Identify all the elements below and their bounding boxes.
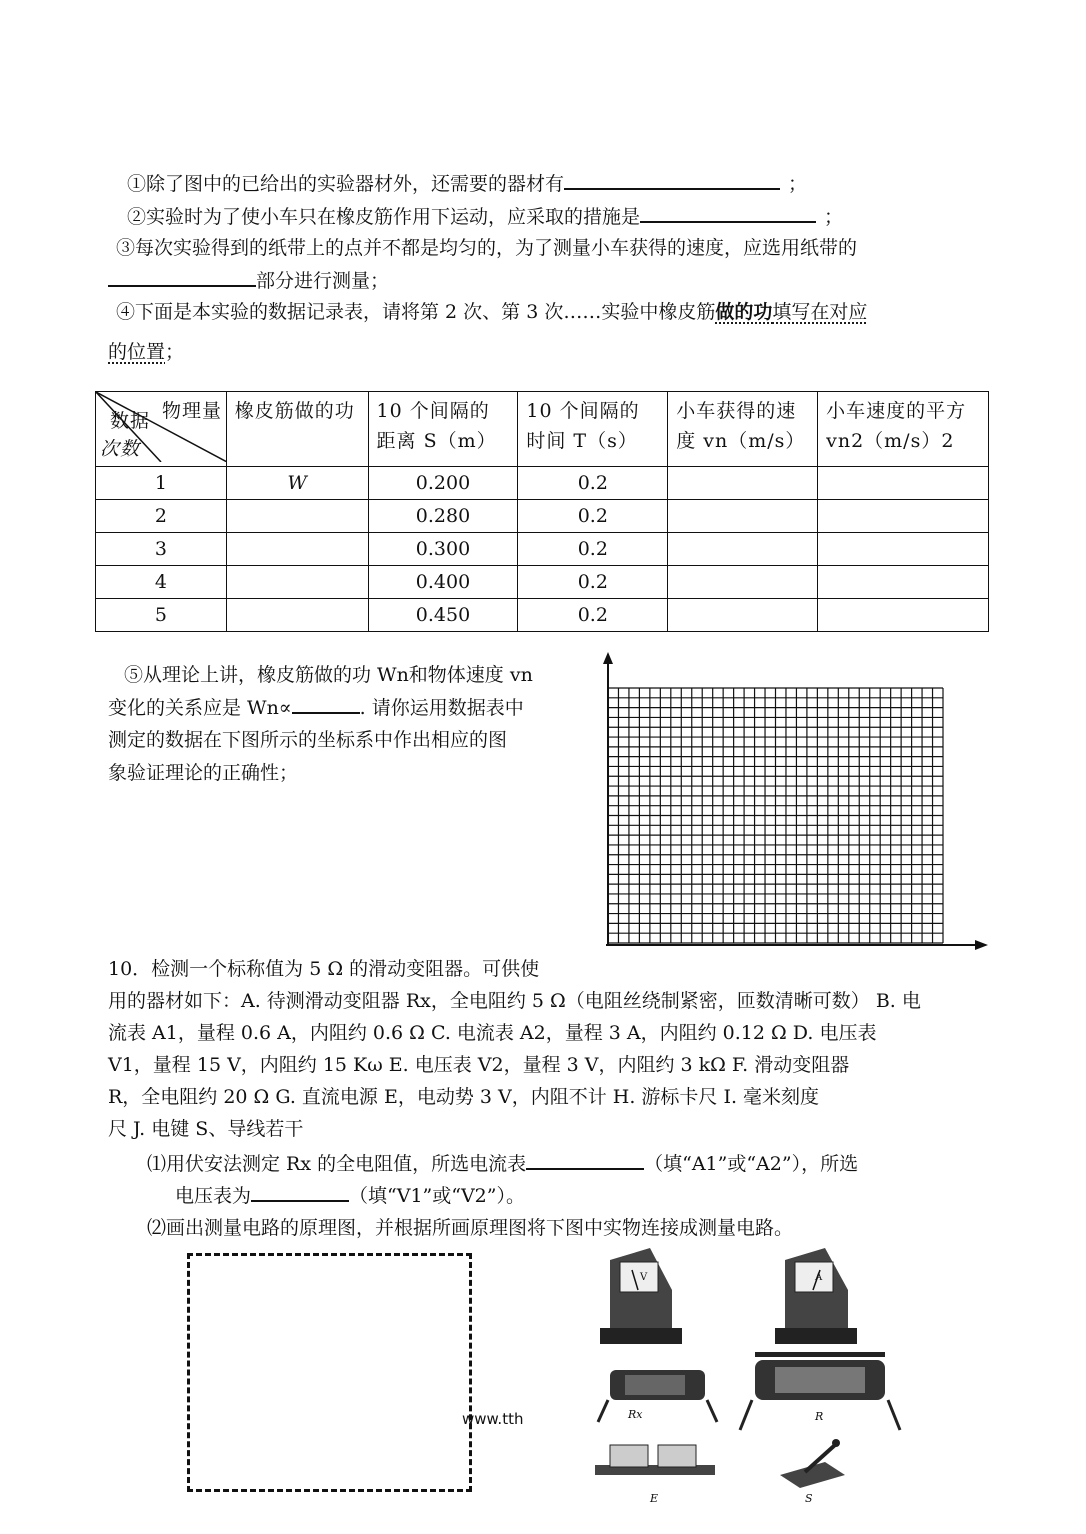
q4-text-b: 填写在对应 [772,301,868,323]
p10-sub1-cont [175,1182,525,1209]
cell-work[interactable] [226,500,368,533]
table-header-row [96,392,989,467]
rheostat-rx-icon[interactable] [598,1370,717,1422]
header-work: 橡皮筋做的功 [226,392,368,467]
voltmeter-icon[interactable] [600,1248,682,1344]
cell-trial: 1 [96,467,227,500]
table-row [96,467,989,500]
q3-text: ③每次实验得到的纸带上的点并不都是均匀的，为了测量小车获得的速度，应选用纸带的 [116,237,858,259]
q5-line2 [108,694,524,721]
ammeter-answer-blank[interactable] [526,1150,644,1170]
cell-trial: 2 [96,500,227,533]
sub1-text-a: ⑴用伏安法测定 Rx 的全电阻值，所选电流表 [147,1153,527,1175]
cell-work[interactable] [226,533,368,566]
cell-velocity[interactable] [668,467,818,500]
q4-bold: 做的功 [715,301,773,323]
sub1-text-b: （填“A1”或“A2”），所选 [644,1153,859,1175]
diagonal-header-cell [96,392,227,467]
q4-text-a: ④下面是本实验的数据记录表，请将第 2 次、第 3 次……实验中橡皮筋 [116,301,716,323]
cell-time: 0.2 [518,566,668,599]
q3-cont: 部分进行测量； [256,270,390,292]
cell-trial: 4 [96,566,227,599]
svg-text:V: V [640,1272,648,1283]
q2-text: ②实验时为了使小车只在橡皮筋作用下运动，应采取的措施是 [127,206,641,228]
label-e: E [650,1492,659,1505]
cell-distance: 0.300 [368,533,518,566]
table-row [96,500,989,533]
q4-line [116,299,867,325]
q1-answer-blank[interactable] [564,170,780,190]
voltmeter-answer-blank[interactable] [251,1182,349,1202]
cell-trial: 5 [96,599,227,632]
cell-distance: 0.400 [368,566,518,599]
q3-line [116,235,857,261]
cell-velocity[interactable] [668,500,818,533]
table-row [96,566,989,599]
p10-line5: R，全电阻约 20 Ω G. 直流电源 E，电动势 3 V，内阻不计 H. 游标卡尺 I. 毫米刻度 [108,1086,820,1108]
q2-answer-blank[interactable] [640,203,816,223]
label-rx: Rx [628,1408,643,1421]
q4-line2 [108,339,184,365]
q5-line3: 测定的数据在下图所示的坐标系中作出相应的图 [108,729,508,751]
cell-trial: 3 [96,533,227,566]
cell-work: W [226,467,368,500]
cell-work[interactable] [226,599,368,632]
table-row [96,533,989,566]
cell-velocity[interactable] [668,566,818,599]
q4-text-c: 的位置 [108,341,166,363]
coordinate-grid[interactable] [590,650,990,950]
cell-time: 0.2 [518,599,668,632]
sub1-text-d: （填“V1”或“V2”）。 [349,1185,525,1207]
cell-velocity-squared[interactable] [818,500,989,533]
cell-distance: 0.280 [368,500,518,533]
cell-velocity[interactable] [668,533,818,566]
data-table [95,391,989,632]
rheostat-r-icon[interactable] [740,1352,900,1430]
watermark: www.tth [462,1410,524,1428]
q3-answer-blank[interactable] [108,267,256,287]
cell-distance: 0.450 [368,599,518,632]
label-s: S [805,1492,813,1505]
grid-svg [590,650,990,950]
header-time: 10 个间隔的时间 T（s） [518,392,668,467]
q5-text-a: 变化的关系应是 Wn∝ [108,697,292,719]
diag-label-data: 数据 [110,410,151,432]
p10-line6: 尺 J. 电键 S、导线若干 [108,1118,304,1140]
q5-line1: ⑤从理论上讲，橡皮筋做的功 Wn和物体速度 vn [124,664,533,686]
ammeter-icon[interactable] [775,1248,857,1344]
q5-answer-blank[interactable] [292,694,360,714]
q2-line [127,203,843,230]
x-axis-arrow [975,940,988,950]
apparatus-figure [580,1240,920,1510]
q1-end: ； [788,173,808,195]
battery-icon[interactable] [595,1445,715,1505]
cell-time: 0.2 [518,533,668,566]
label-r: R [815,1410,824,1423]
p10-sub2: ⑵画出测量电路的原理图，并根据所画原理图将下图中实物连接成测量电路。 [147,1217,794,1239]
cell-velocity-squared[interactable] [818,599,989,632]
p10-line2: 用的器材如下：A. 待测滑动变阻器 Rx，全电阻约 5 Ω（电阻丝绕制紧密，匝数清晰可数） B. 电 [108,990,921,1012]
cell-work[interactable] [226,566,368,599]
p10-line3: 流表 A1，量程 0.6 A，内阻约 0.6 Ω C. 电流表 A2，量程 3 A，内阻约 0.12 Ω D. 电压表 [108,1022,877,1044]
y-axis-arrow [603,652,613,664]
circuit-drawing-box[interactable] [187,1253,472,1492]
switch-icon[interactable] [780,1439,845,1505]
cell-velocity-squared[interactable] [818,533,989,566]
q1-line [127,170,807,197]
q5-text-b: . 请你运用数据表中 [359,697,524,719]
p10-sub1 [147,1150,858,1177]
cell-time: 0.2 [518,467,668,500]
q2-end: ； [824,206,844,228]
cell-velocity-squared[interactable] [818,566,989,599]
q5-line4: 象验证理论的正确性； [108,762,299,784]
cell-velocity-squared[interactable] [818,467,989,500]
cell-velocity[interactable] [668,599,818,632]
header-distance: 10 个间隔的距离 S（m） [368,392,518,467]
p10-line1: 10．检测一个标称值为 5 Ω 的滑动变阻器。可供使 [108,958,540,980]
cell-distance: 0.200 [368,467,518,500]
p10-line4: V1，量程 15 V，内阻约 15 Kω E. 电压表 V2，量程 3 V，内阻约 3 kΩ F. 滑动变阻器 [108,1054,850,1076]
table-row [96,599,989,632]
diag-label-quantity: 物理量 [162,400,223,422]
q3-line2 [108,267,389,294]
q1-text: ①除了图中的已给出的实验器材外，还需要的器材有 [127,173,565,195]
sub1-text-c: 电压表为 [175,1185,252,1207]
svg-text:A: A [815,1272,823,1283]
cell-time: 0.2 [518,500,668,533]
header-velocity: 小车获得的速度 vn（m/s） [668,392,818,467]
header-velocity-squared: 小车速度的平方 vn2（m/s）2 [818,392,989,467]
diag-label-count: 次数 [100,438,141,460]
q4-end: ； [165,341,185,363]
